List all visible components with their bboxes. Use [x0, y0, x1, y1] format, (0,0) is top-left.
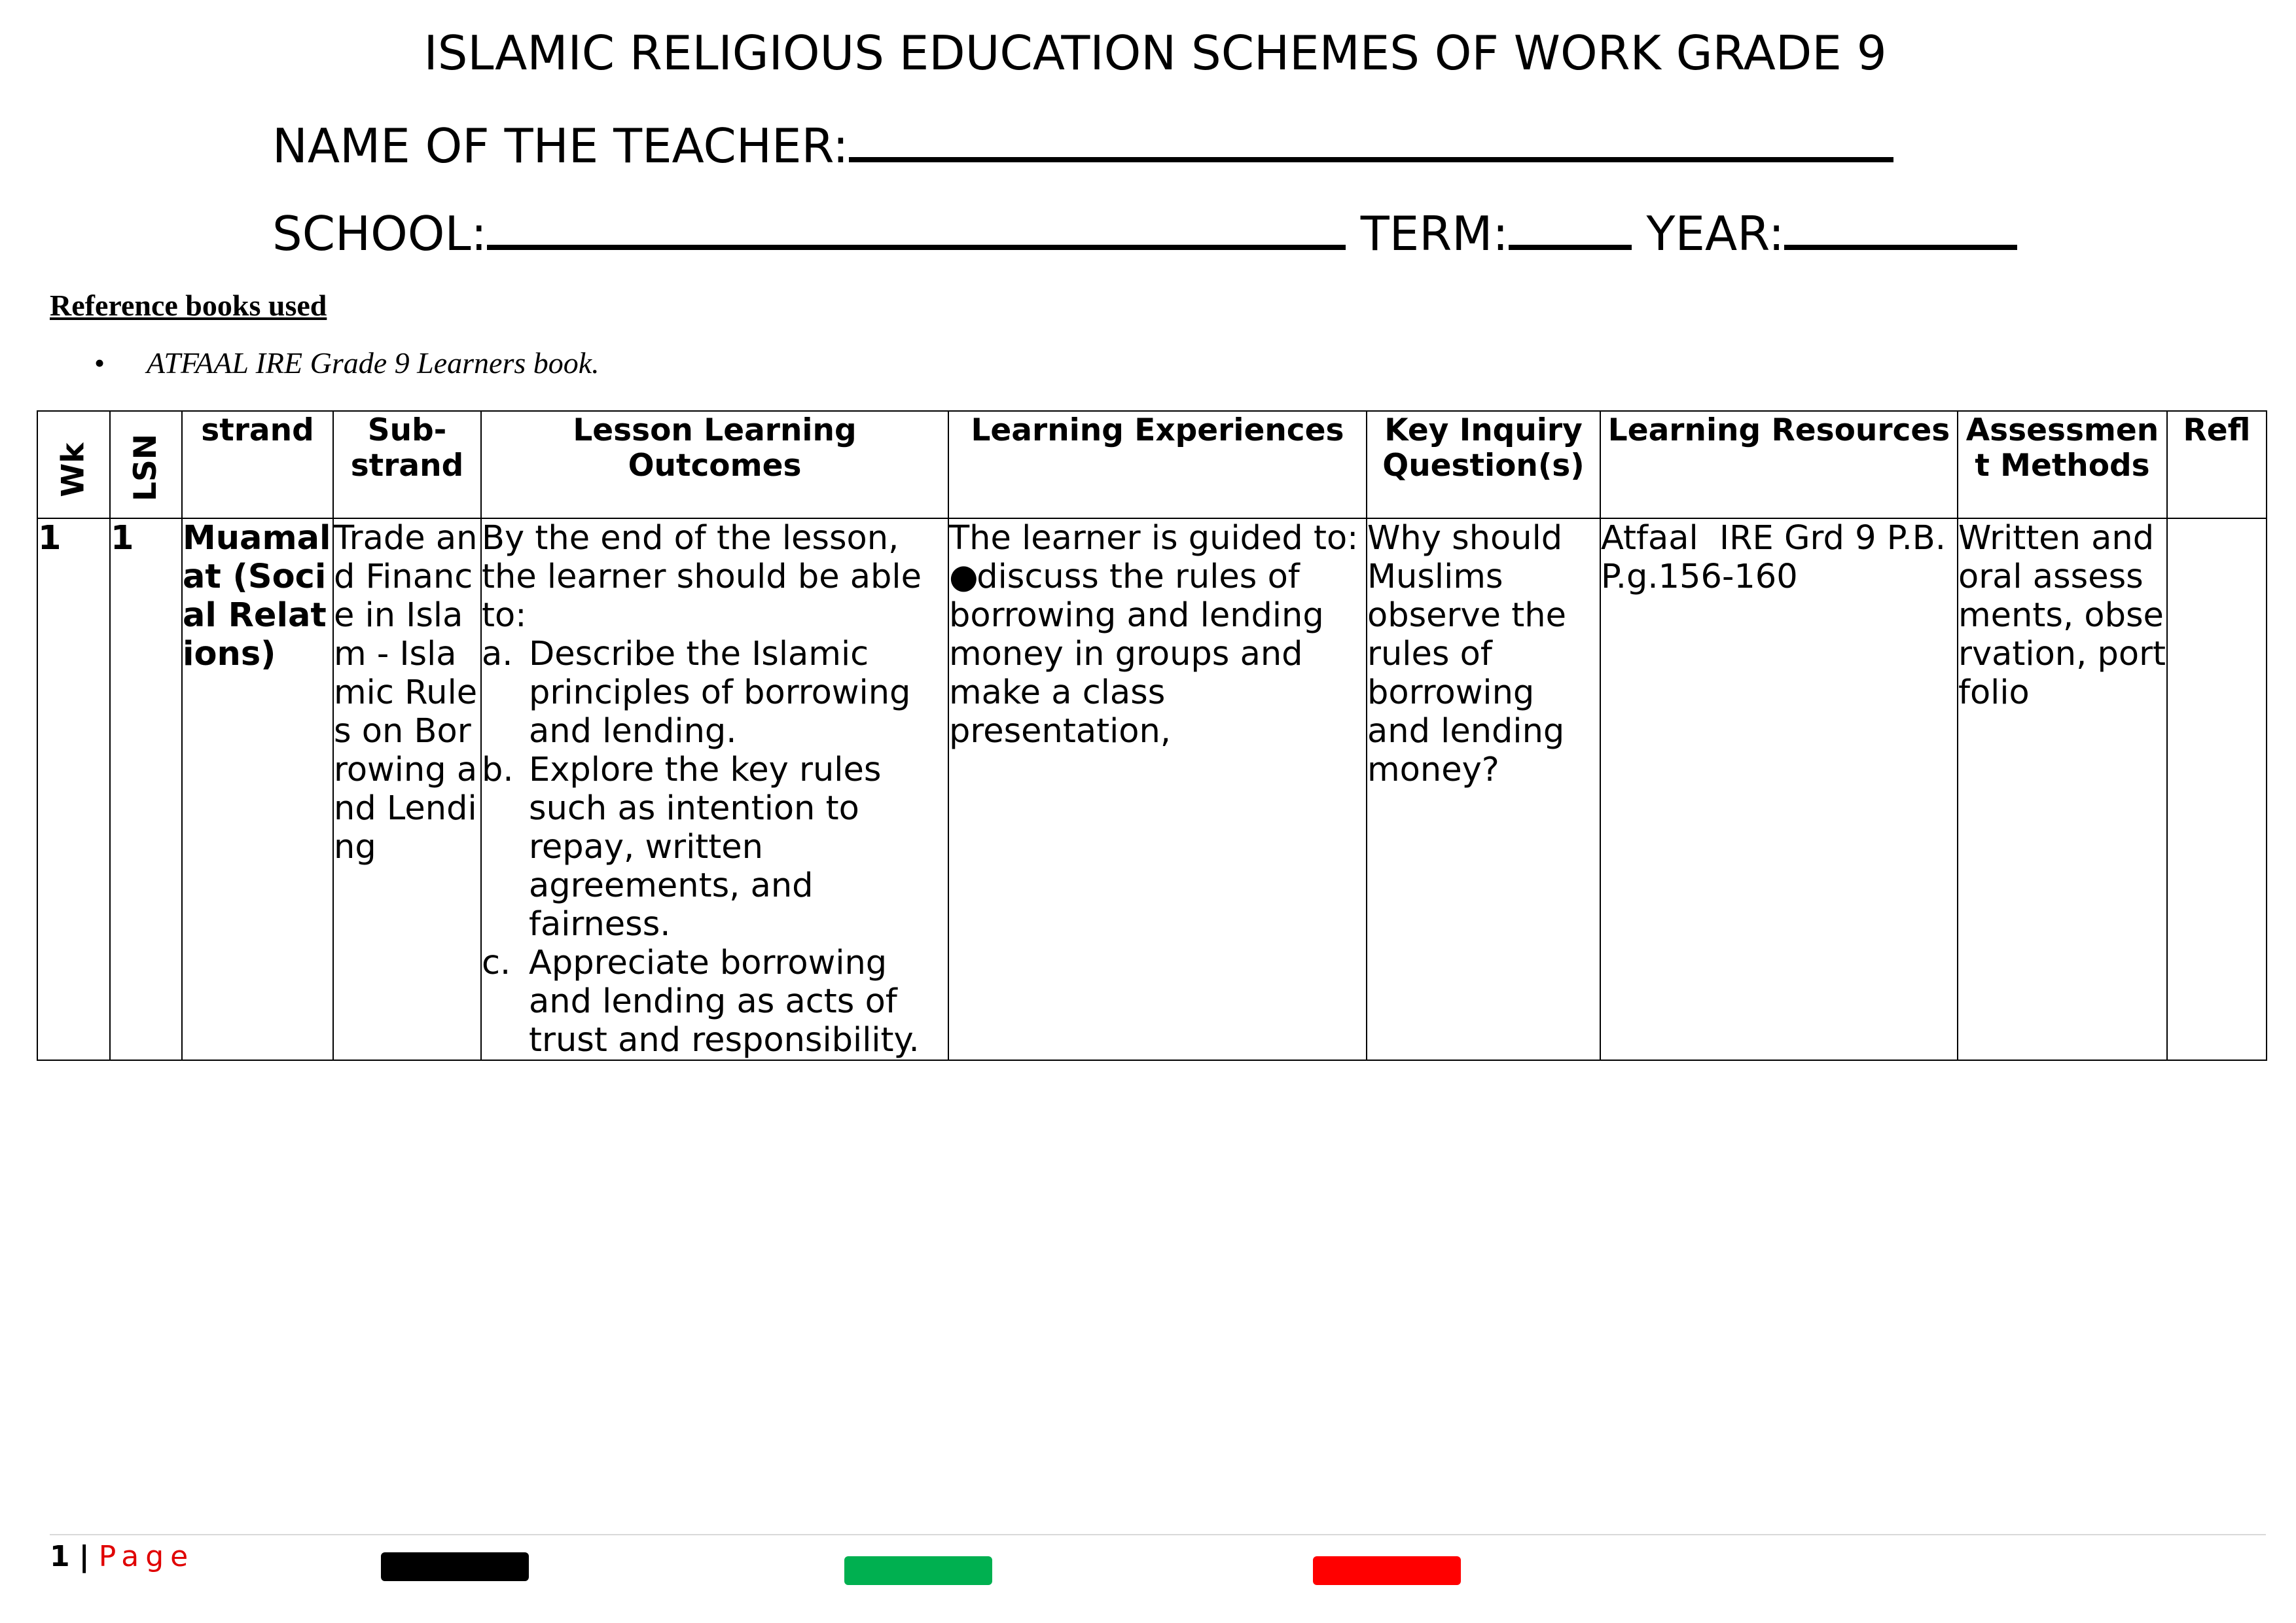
reference-item: ATFAAL IRE Grade 9 Learners book. — [147, 346, 600, 380]
list-item: b. Explore the key rules such as intention to repay, written agreements, and fairness. — [482, 751, 882, 944]
reference-heading: Reference books used — [50, 289, 327, 322]
page-separator: | — [79, 1540, 90, 1573]
bullet-icon: ● — [949, 558, 978, 596]
cell-assessment: Written and oral assessments, observation, portfolio — [1958, 518, 2167, 1060]
list-item: a. Describe the Islamic principles of borrowing and lending. — [482, 635, 911, 751]
col-header-reflection: Refl — [2167, 411, 2267, 518]
school-label: SCHOOL: — [272, 206, 487, 261]
year-label: YEAR: — [1646, 206, 1785, 261]
school-line — [272, 198, 2017, 263]
col-header-substrand: Sub-strand — [333, 411, 481, 518]
table-row — [37, 518, 2267, 1060]
cell-reflection[interactable] — [2167, 518, 2267, 1060]
outcomes-list — [482, 635, 948, 1060]
table-header-row — [37, 411, 2267, 518]
outcomes-intro: By the end of the lesson, the learner should be able to: — [482, 519, 922, 635]
col-header-inquiry: Key Inquiry Question(s) — [1367, 411, 1600, 518]
term-blank[interactable] — [1509, 198, 1632, 250]
cell-substrand: Trade and Finance in Islam - Islamic Rules on Borrowing and Lending — [333, 518, 481, 1060]
bullet-icon: • — [94, 346, 105, 380]
col-header-wk: Wk — [37, 411, 110, 518]
page-word: Page — [98, 1540, 195, 1573]
schemes-table — [37, 410, 2267, 1061]
col-header-outcomes: Lesson Learning Outcomes — [481, 411, 948, 518]
col-header-experiences: Learning Experiences — [948, 411, 1367, 518]
page-number: 1 — [50, 1540, 70, 1573]
document-title: ISLAMIC RELIGIOUS EDUCATION SCHEMES OF WORK GRADE 9 — [423, 26, 1887, 80]
black-color-swatch — [381, 1552, 529, 1581]
col-header-assessment: Assessment Methods — [1958, 411, 2167, 518]
school-blank[interactable] — [487, 198, 1346, 250]
col-header-lsn: LSN — [110, 411, 182, 518]
term-label: TERM: — [1360, 206, 1509, 261]
teacher-line — [272, 110, 1893, 175]
green-color-swatch — [844, 1556, 992, 1585]
page-footer — [50, 1539, 194, 1575]
col-header-strand: strand — [182, 411, 333, 518]
cell-resources: Atfaal IRE Grd 9 P.B. P.g.156-160 — [1600, 518, 1958, 1060]
red-color-swatch — [1313, 1556, 1461, 1585]
cell-inquiry: Why should Muslims observe the rules of borrowing and lending money? — [1367, 518, 1600, 1060]
list-item: c. Appreciate borrowing and lending as acts of trust and responsibility. — [482, 944, 920, 1060]
cell-wk: 1 — [37, 518, 110, 1060]
teacher-label: NAME OF THE TEACHER: — [272, 118, 849, 173]
year-blank[interactable] — [1784, 198, 2017, 250]
cell-experiences — [948, 518, 1367, 1060]
experiences-intro: The learner is guided to: — [949, 519, 1359, 558]
teacher-name-blank[interactable] — [849, 110, 1893, 162]
cell-lsn: 1 — [110, 518, 182, 1060]
list-item: ● discuss the rules of borrowing and lending money in groups and make a class presentation, — [949, 558, 1324, 751]
col-header-resources: Learning Resources — [1600, 411, 1958, 518]
footer-divider — [50, 1534, 2266, 1535]
cell-strand: Muamalat (Social Relations) — [182, 518, 333, 1060]
cell-outcomes — [481, 518, 948, 1060]
